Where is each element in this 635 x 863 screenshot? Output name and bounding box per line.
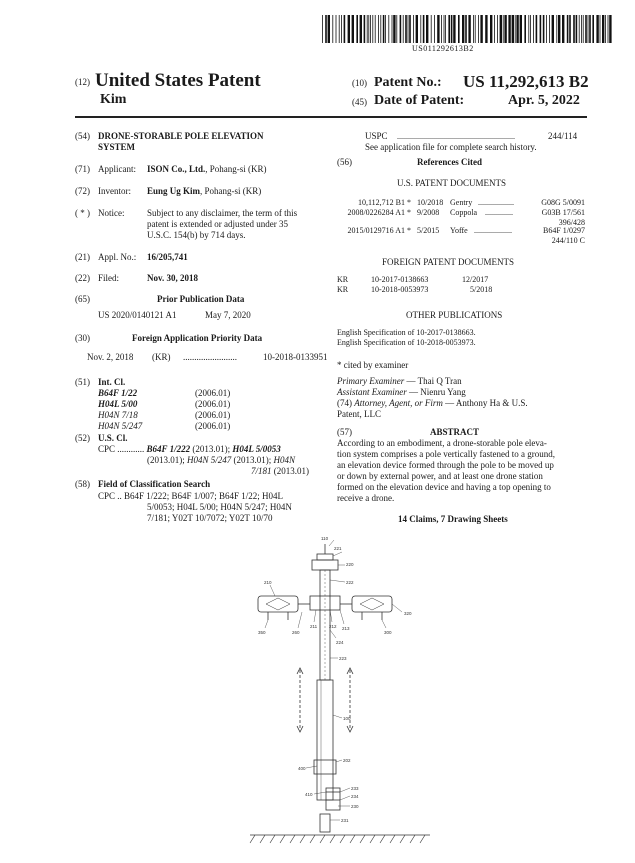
header-rule bbox=[75, 116, 587, 118]
barcode-bar bbox=[515, 15, 516, 43]
label-221: 221 bbox=[334, 546, 342, 551]
uspc-label: USPC bbox=[365, 131, 388, 141]
barcode-bar bbox=[602, 15, 604, 43]
patent-drawing bbox=[230, 530, 430, 850]
us-doc-name: Yoffe bbox=[450, 226, 468, 235]
barcode-bar bbox=[344, 15, 346, 43]
us-doc-dots: .................. bbox=[478, 198, 514, 207]
notice-label: Notice: bbox=[98, 208, 125, 218]
barcode-bar bbox=[462, 15, 464, 43]
notice-line-3: U.S.C. 154(b) by 714 days. bbox=[147, 230, 246, 240]
patent-number: US 11,292,613 B2 bbox=[463, 72, 589, 91]
us-doc-name: Gentry bbox=[450, 198, 473, 207]
barcode-bar bbox=[581, 15, 582, 43]
leader-lines bbox=[265, 540, 402, 820]
barcode-bar bbox=[588, 15, 589, 43]
barcode-bar bbox=[405, 15, 407, 43]
label-260: 260 bbox=[292, 630, 300, 635]
other-pub-line: English Specification of 10-2018-0053973. bbox=[337, 338, 476, 347]
label-100: 100 bbox=[343, 716, 351, 721]
barcode-bar bbox=[392, 15, 393, 43]
inventor-label: Inventor: bbox=[98, 186, 131, 196]
barcode-bar bbox=[388, 15, 389, 43]
barcode-bar bbox=[490, 15, 492, 43]
barcode-bar bbox=[579, 15, 580, 43]
foreign-priority-date: Nov. 2, 2018 bbox=[87, 352, 134, 362]
abstract-line: an elevation device formed through the pole to be moved up bbox=[337, 460, 554, 470]
barcode-bar bbox=[478, 15, 479, 43]
code-10: (10) bbox=[352, 78, 367, 88]
attorney bbox=[337, 398, 528, 409]
barcode-bar bbox=[441, 15, 442, 43]
prior-pub-title: Prior Publication Data bbox=[157, 294, 245, 304]
inventor-location: , Pohang-si (KR) bbox=[200, 186, 262, 196]
foundation bbox=[320, 814, 330, 832]
barcode-bar bbox=[448, 15, 450, 43]
document-type: United States Patent bbox=[95, 70, 261, 91]
label-222: 222 bbox=[346, 580, 354, 585]
barcode-bar bbox=[556, 15, 557, 43]
abstract-line: receive a drone. bbox=[337, 493, 395, 503]
barcode-bar bbox=[520, 15, 522, 43]
barcode-bar bbox=[500, 15, 502, 43]
assistant-examiner-name: — Nienru Yang bbox=[406, 387, 466, 397]
barcode-bar bbox=[458, 15, 460, 43]
barcode-bar bbox=[549, 15, 550, 43]
barcode-bar bbox=[528, 15, 529, 43]
us-doc-date: 5/2015 bbox=[417, 226, 440, 235]
assistant-examiner bbox=[337, 387, 466, 398]
barcode-bar bbox=[504, 15, 506, 43]
cpc-line-2 bbox=[147, 455, 295, 466]
refs-title: References Cited bbox=[417, 157, 483, 167]
barcode-bar bbox=[533, 15, 534, 43]
cpc-year: (2013.01); bbox=[231, 455, 274, 465]
antenna-base bbox=[317, 554, 333, 560]
barcode-bar bbox=[364, 15, 366, 43]
barcode-bar bbox=[573, 15, 575, 43]
motion-arrow-left bbox=[297, 668, 303, 732]
us-doc-number: 10,112,712 B1 * bbox=[357, 198, 411, 207]
label-230: 230 bbox=[351, 804, 359, 809]
primary-examiner-label: Primary Examiner bbox=[337, 376, 405, 386]
prior-pub-number: US 2020/0140121 A1 bbox=[98, 310, 177, 320]
prior-pub-code: (65) bbox=[75, 294, 90, 304]
barcode-bar bbox=[558, 15, 560, 43]
barcode-bar bbox=[480, 15, 482, 43]
barcode-bar bbox=[451, 15, 453, 43]
foreign-doc-number: 10-2018-0053973 bbox=[371, 285, 429, 294]
label-224: 224 bbox=[336, 640, 344, 645]
lower-pole bbox=[317, 680, 333, 800]
cpc-class: H04N 5/247 bbox=[187, 455, 232, 465]
barcode-bar bbox=[368, 15, 369, 43]
foreign-doc-country: KR bbox=[337, 285, 349, 294]
barcode-bar bbox=[589, 15, 591, 43]
barcode-bar bbox=[453, 15, 455, 43]
claims-count: 14 Claims, 7 Drawing Sheets bbox=[398, 514, 508, 524]
barcode-bar bbox=[543, 15, 545, 43]
uspc-dots: ........................................................... bbox=[397, 132, 515, 141]
abstract-line: tion system comprises a pole vertically fastened to a ground, bbox=[337, 449, 555, 459]
barcode-bar bbox=[416, 15, 418, 43]
other-pub-line: English Specification of 10-2017-0138663. bbox=[337, 328, 476, 337]
notice-line-1: Subject to any disclaimer, the term of this bbox=[147, 208, 298, 218]
us-doc-class: B64F 1/0297 bbox=[542, 226, 585, 235]
date-of-patent-label: Date of Patent: bbox=[374, 93, 465, 108]
us-doc-number: 2015/0129716 A1 * bbox=[347, 226, 411, 235]
barcode-bar bbox=[552, 15, 554, 43]
barcode-bar bbox=[413, 15, 414, 43]
applicant-label: Applicant: bbox=[98, 164, 136, 174]
int-cl-year: (2006.01) bbox=[195, 388, 231, 398]
barcode bbox=[322, 15, 612, 43]
barcode-bar bbox=[562, 15, 564, 43]
cpc-class: H04L 5/0053 bbox=[232, 444, 281, 454]
barcode-bar bbox=[444, 15, 445, 43]
label-400: 400 bbox=[298, 766, 306, 771]
barcode-bar bbox=[423, 15, 425, 43]
foreign-doc-country: KR bbox=[337, 275, 349, 284]
us-doc-class: G03B 17/561 bbox=[541, 208, 585, 217]
cpc-line-1 bbox=[98, 444, 281, 455]
barcode-bar bbox=[325, 15, 327, 43]
cpc-class: 7/181 bbox=[251, 466, 272, 476]
barcode-bar bbox=[434, 15, 435, 43]
attorney-code: (74) bbox=[337, 398, 352, 408]
barcode-bar bbox=[516, 15, 518, 43]
patent-date: Apr. 5, 2022 bbox=[508, 93, 580, 108]
attorney-label: Attorney, Agent, or Firm bbox=[354, 398, 443, 408]
abstract-line: According to an embodiment, a drone-storable pole eleva- bbox=[337, 438, 547, 448]
title-code: (54) bbox=[75, 131, 90, 141]
barcode-bar bbox=[360, 15, 362, 43]
barcode-bar bbox=[396, 15, 397, 43]
applicant-name: ISON Co., Ltd. bbox=[147, 164, 206, 174]
barcode-bar bbox=[512, 15, 514, 43]
inventor-value bbox=[147, 186, 261, 197]
barcode-bar bbox=[408, 15, 409, 43]
barcode-bar bbox=[356, 15, 358, 43]
foreign-docs-title: FOREIGN PATENT DOCUMENTS bbox=[382, 257, 515, 267]
filed-code: (22) bbox=[75, 273, 90, 283]
primary-examiner bbox=[337, 376, 462, 387]
us-cl-label: U.S. Cl. bbox=[98, 433, 128, 443]
barcode-bar bbox=[485, 15, 487, 43]
barcode-bar bbox=[596, 15, 598, 43]
us-doc-class: G08G 5/0091 bbox=[541, 198, 585, 207]
appl-number: 16/205,741 bbox=[147, 252, 188, 262]
us-cl-code: (52) bbox=[75, 433, 90, 443]
label-410: 410 bbox=[305, 792, 313, 797]
us-doc-number: 2008/0226284 A1 * bbox=[347, 208, 411, 217]
int-cl-class: H04N 5/247 bbox=[98, 421, 143, 431]
barcode-bar bbox=[375, 15, 376, 43]
us-doc-class-secondary: 244/110 C bbox=[551, 236, 585, 245]
cpc-year: (2013.01); bbox=[190, 444, 233, 454]
cited-by-examiner: * cited by examiner bbox=[337, 360, 409, 370]
foreign-doc-date: 12/2017 bbox=[462, 275, 489, 284]
barcode-bar bbox=[380, 15, 381, 43]
label-110: 110 bbox=[321, 536, 329, 541]
primary-examiner-name: — Thai Q Tran bbox=[404, 376, 462, 386]
notice-line-2: patent is extended or adjusted under 35 bbox=[147, 219, 288, 229]
label-202: 202 bbox=[343, 758, 351, 763]
barcode-bar bbox=[431, 15, 432, 43]
barcode-bar bbox=[420, 15, 421, 43]
barcode-bar bbox=[473, 15, 474, 43]
other-pub-title: OTHER PUBLICATIONS bbox=[406, 310, 503, 320]
appl-code: (21) bbox=[75, 252, 90, 262]
patent-number-label: Patent No.: bbox=[374, 75, 442, 90]
barcode-bar bbox=[546, 15, 547, 43]
drone-station-left bbox=[258, 596, 310, 620]
label-213: 213 bbox=[342, 626, 350, 631]
label-212: 212 bbox=[329, 624, 337, 629]
assistant-examiner-label: Assistant Examiner bbox=[337, 387, 407, 397]
ground-hatching bbox=[250, 835, 425, 843]
refs-code: (56) bbox=[337, 157, 352, 167]
barcode-bar bbox=[409, 15, 411, 43]
cpc-year: (2013.01) bbox=[271, 466, 310, 476]
abstract-title: ABSTRACT bbox=[430, 427, 480, 437]
barcode-bar bbox=[336, 15, 337, 43]
int-cl-class: H04L 5/00 bbox=[98, 399, 138, 409]
label-350: 350 bbox=[258, 630, 266, 635]
label-320: 320 bbox=[404, 611, 412, 616]
us-doc-class-secondary: 396/428 bbox=[558, 218, 585, 227]
barcode-bar bbox=[322, 15, 323, 43]
int-cl-code: (51) bbox=[75, 377, 90, 387]
field-search-label: Field of Classification Search bbox=[98, 479, 211, 489]
barcode-bar bbox=[576, 15, 578, 43]
us-doc-date: 9/2008 bbox=[417, 208, 440, 217]
int-cl-class: B64F 1/22 bbox=[98, 388, 138, 398]
foreign-priority-dots: ........................ bbox=[183, 352, 237, 362]
barcode-bar bbox=[426, 15, 428, 43]
field-search-line-3: 7/181; Y02T 10/7072; Y02T 10/70 bbox=[147, 513, 273, 523]
int-cl-year: (2006.01) bbox=[195, 410, 231, 420]
barcode-bar bbox=[503, 15, 504, 43]
applicant-code: (71) bbox=[75, 164, 90, 174]
barcode-bar bbox=[370, 15, 371, 43]
barcode-bar bbox=[378, 15, 379, 43]
uspc-note: See application file for complete search history. bbox=[365, 142, 537, 152]
barcode-bar bbox=[328, 15, 330, 43]
label-223: 223 bbox=[339, 656, 347, 661]
label-231: 231 bbox=[341, 818, 349, 823]
field-search-line-1: CPC .. B64F 1/222; B64F 1/007; B64F 1/22; H04L bbox=[98, 491, 284, 501]
barcode-bar bbox=[608, 15, 609, 43]
barcode-bar bbox=[341, 15, 342, 43]
barcode-bar bbox=[592, 15, 594, 43]
applicant-value bbox=[147, 164, 267, 175]
us-doc-dots: .............. bbox=[485, 208, 513, 217]
foreign-priority-title: Foreign Application Priority Data bbox=[132, 333, 263, 343]
drone-station-right bbox=[340, 596, 392, 620]
inventor-code: (72) bbox=[75, 186, 90, 196]
foreign-priority-country: (KR) bbox=[152, 352, 171, 362]
appl-label: Appl. No.: bbox=[98, 252, 137, 262]
foreign-priority-code: (30) bbox=[75, 333, 90, 343]
us-doc-date: 10/2018 bbox=[417, 198, 444, 207]
barcode-bar bbox=[583, 15, 584, 43]
cpc-class: B64F 1/222 bbox=[146, 444, 191, 454]
barcode-bar bbox=[465, 15, 467, 43]
barcode-bar bbox=[567, 15, 569, 43]
field-search-code: (58) bbox=[75, 479, 90, 489]
barcode-bar bbox=[536, 15, 538, 43]
us-doc-name: Coppola bbox=[450, 208, 478, 217]
barcode-bar bbox=[372, 15, 373, 43]
barcode-bar bbox=[383, 15, 385, 43]
filed-date: Nov. 30, 2018 bbox=[147, 273, 199, 283]
barcode-bar bbox=[609, 15, 611, 43]
barcode-number: US011292613B2 bbox=[412, 44, 474, 53]
abstract-line: or down by external power, and at least one drone station bbox=[337, 471, 543, 481]
cpc-prefix: CPC ............ bbox=[98, 444, 145, 454]
barcode-bar bbox=[437, 15, 439, 43]
barcode-bar bbox=[605, 15, 606, 43]
label-233: 233 bbox=[351, 786, 359, 791]
motion-arrow-right bbox=[347, 668, 353, 732]
label-220: 220 bbox=[346, 562, 354, 567]
label-210: 210 bbox=[264, 580, 272, 585]
foreign-priority-number: 10-2018-0133951 bbox=[263, 352, 328, 362]
label-211: 211 bbox=[310, 624, 318, 629]
cpc-line-3 bbox=[251, 466, 309, 477]
barcode-bar bbox=[569, 15, 571, 43]
barcode-bar bbox=[540, 15, 542, 43]
barcode-bar bbox=[393, 15, 395, 43]
inventor-short-name: Kim bbox=[100, 92, 127, 107]
barcode-bar bbox=[400, 15, 402, 43]
applicant-location: , Pohang-si (KR) bbox=[205, 164, 267, 174]
abstract-code: (57) bbox=[337, 427, 352, 437]
prior-pub-date: May 7, 2020 bbox=[205, 310, 251, 320]
barcode-bar bbox=[332, 15, 333, 43]
int-cl-year: (2006.01) bbox=[195, 399, 231, 409]
abstract-line: formed on the elevation device and having a top opening to bbox=[337, 482, 551, 492]
code-12: (12) bbox=[75, 77, 90, 87]
barcode-bar bbox=[403, 15, 404, 43]
barcode-bar bbox=[348, 15, 350, 43]
field-search-line-2: 5/0053; H04L 5/00; H04N 5/247; H04N bbox=[147, 502, 292, 512]
int-cl-class: H04N 7/18 bbox=[98, 410, 138, 420]
barcode-bar bbox=[497, 15, 498, 43]
int-cl-label: Int. Cl. bbox=[98, 377, 126, 387]
barcode-bar bbox=[530, 15, 531, 43]
barcode-bar bbox=[385, 15, 386, 43]
barcode-bar bbox=[475, 15, 476, 43]
label-234: 234 bbox=[351, 794, 359, 799]
filed-label: Filed: bbox=[98, 273, 120, 283]
notice-code: ( * ) bbox=[75, 208, 90, 218]
title-line-1: DRONE-STORABLE POLE ELEVATION bbox=[98, 131, 264, 141]
barcode-bar bbox=[445, 15, 446, 43]
attorney-line-2: Patent, LLC bbox=[337, 409, 381, 419]
barcode-bar bbox=[585, 15, 587, 43]
barcode-bar bbox=[367, 15, 368, 43]
foreign-doc-number: 10-2017-0138663 bbox=[371, 275, 429, 284]
pole-cap bbox=[312, 560, 338, 570]
uspc-value: 244/114 bbox=[548, 131, 578, 141]
barcode-bar bbox=[600, 15, 601, 43]
attorney-name: — Anthony Ha & U.S. bbox=[442, 398, 528, 408]
label-300: 300 bbox=[384, 630, 392, 635]
barcode-bar bbox=[508, 15, 510, 43]
barcode-bar bbox=[494, 15, 495, 43]
cpc-class: H04N bbox=[273, 455, 296, 465]
barcode-bar bbox=[352, 15, 354, 43]
inventor-name: Eung Ug Kim bbox=[147, 186, 201, 196]
barcode-bar bbox=[339, 15, 340, 43]
us-doc-dots: ................... bbox=[474, 226, 512, 235]
foreign-doc-date: 5/2018 bbox=[470, 285, 493, 294]
barcode-bar bbox=[524, 15, 526, 43]
barcode-bar bbox=[468, 15, 470, 43]
int-cl-year: (2006.01) bbox=[195, 421, 231, 431]
us-docs-title: U.S. PATENT DOCUMENTS bbox=[397, 178, 507, 188]
cpc-year: (2013.01); bbox=[147, 455, 187, 465]
code-45: (45) bbox=[352, 97, 367, 107]
title-line-2: SYSTEM bbox=[98, 142, 136, 152]
